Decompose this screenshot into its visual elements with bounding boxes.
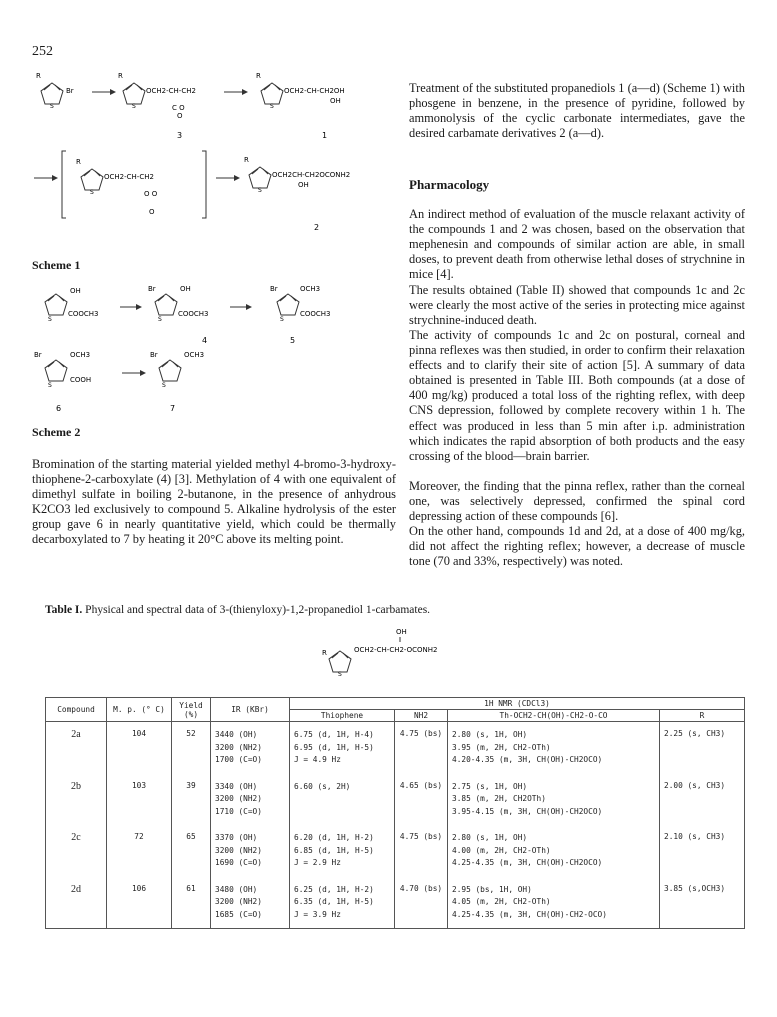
cell-r: 3.85 (s,OCH3): [660, 877, 745, 929]
scheme-2-figure: [32, 283, 397, 448]
svg-text:6: 6: [56, 404, 62, 413]
svg-text:OCH3: OCH3: [70, 351, 91, 359]
header-nmr: 1H NMR (CDCl3): [290, 698, 745, 710]
svg-text:S: S: [48, 382, 52, 389]
table-caption-text: Physical and spectral data of 3-(thienyloxy)-1,2-propanediol 1-carbamates.: [85, 604, 431, 616]
cell-chain: 2.75 (s, 1H, OH) 3.85 (m, 2H, CH2OTh) 3.95-4.15 (m, 3H, CH(OH)-CH2OCO): [448, 774, 660, 826]
s1-num2: 2: [314, 223, 320, 232]
cell-chain: 2.80 (s, 1H, OH) 4.00 (m, 2H, CH2-OTh) 4.25-4.35 (m, 3H, CH(OH)-CH2OCO): [448, 825, 660, 877]
cell-ir: 3440 (OH) 3200 (NH2) 1700 (C=O): [211, 722, 290, 774]
scheme-1-drawing: [32, 68, 397, 258]
s1-br: Br: [66, 87, 74, 95]
cell-nh2: 4.75 (bs): [395, 722, 448, 774]
cell-yield: 65: [172, 825, 211, 877]
cell-thiophene: 6.20 (d, 1H, H-2) 6.85 (d, 1H, H-5) J = 2.9 Hz: [290, 825, 395, 877]
cell-nh2: 4.75 (bs): [395, 825, 448, 877]
cell-mp: 106: [107, 877, 172, 929]
svg-text:OCH3: OCH3: [300, 285, 321, 293]
scheme-1-figure: [32, 68, 397, 258]
svg-text:Br: Br: [148, 285, 156, 293]
table-row: [46, 877, 745, 929]
right-paragraph-3: The results obtained (Table II) showed that compounds 1c and 2c were clearly the most active of the series in protecting mice against strychnine-induced death.: [409, 283, 745, 328]
cell-ir: 3480 (OH) 3200 (NH2) 1685 (C=O): [211, 877, 290, 929]
svg-text:S: S: [162, 382, 166, 389]
cell-yield: 61: [172, 877, 211, 929]
scheme-2-caption: Scheme 2: [32, 425, 81, 439]
cell-nh2: 4.65 (bs): [395, 774, 448, 826]
svg-text:S: S: [258, 187, 262, 194]
table-caption-label: Table I.: [45, 604, 83, 616]
s1-sub4: OCH2-CH-CH2: [104, 173, 154, 181]
svg-text:O: O: [177, 112, 183, 120]
cell-r: 2.10 (s, CH3): [660, 825, 745, 877]
right-paragraph-2: An indirect method of evaluation of the muscle relaxant activity of the compounds 1 and 2 was chosen, based on the observation that mephenesin and compounds of similar action are able, in small doses, to prevent death from otherwise lethal doses of strychnine in mice [4].: [409, 207, 745, 282]
cell-r: 2.00 (s, CH3): [660, 774, 745, 826]
svg-text:Br: Br: [34, 351, 42, 359]
cell-yield: 39: [172, 774, 211, 826]
header-ir: IR (KBr): [211, 698, 290, 722]
s1-r1: R: [36, 72, 41, 80]
svg-text:5: 5: [290, 336, 296, 345]
svg-text:OCH3: OCH3: [184, 351, 205, 359]
svg-text:S: S: [48, 316, 52, 323]
s1-num3: 3: [177, 131, 183, 140]
header-thiophene: Thiophene: [290, 710, 395, 722]
table-row: [46, 722, 745, 774]
svg-text:S: S: [270, 103, 274, 110]
svg-text:COOH: COOH: [70, 376, 92, 384]
cell-compound: 2d: [46, 877, 107, 929]
svg-text:OH: OH: [298, 181, 309, 189]
svg-text:O: O: [149, 208, 155, 216]
svg-text:Br: Br: [270, 285, 278, 293]
cell-mp: 103: [107, 774, 172, 826]
svg-text:S: S: [280, 316, 284, 323]
cell-ir: 3370 (OH) 3200 (NH2) 1690 (C=O): [211, 825, 290, 877]
svg-text:R: R: [244, 156, 249, 164]
table-row: [46, 774, 745, 826]
cell-chain: 2.80 (s, 1H, OH) 3.95 (m, 2H, CH2-OTh) 4.20-4.35 (m, 3H, CH(OH)-CH2OCO): [448, 722, 660, 774]
left-paragraph: Bromination of the starting material yielded methyl 4-bromo-3-hydroxy-thiophene-2-carboxylate (4) [3]. Methylation of 4 with one equivalent of dimethyl sulfate in boiling 2-butanone, in the presence of anhydrous K2CO3 led exclusively to compound 5. Alkaline hydrolysis of the ester group gave 6 in nearly quantitative yield, which could be thermally decarboxylated to 7 by heating it 20°C above its melting point.: [32, 457, 396, 547]
cell-thiophene: 6.75 (d, 1H, H-4) 6.95 (d, 1H, H-5) J = 4.9 Hz: [290, 722, 395, 774]
svg-text:OH: OH: [330, 97, 341, 105]
svg-text:COOCH3: COOCH3: [300, 310, 331, 318]
svg-text:S: S: [338, 671, 342, 678]
svg-text:7: 7: [170, 404, 176, 413]
cell-compound: 2a: [46, 722, 107, 774]
svg-text:Br: Br: [150, 351, 158, 359]
header-r: R: [660, 710, 745, 722]
s1-sub5: OCH2CH-CH2OCONH2: [272, 171, 351, 179]
scheme-2-drawing: [32, 283, 397, 448]
svg-text:OH: OH: [180, 285, 191, 293]
svg-text:O O: O O: [144, 190, 158, 198]
svg-text:OCH2-CH-CH2-OCONH2: OCH2-CH-CH2-OCONH2: [354, 646, 438, 654]
svg-text:COOCH3: COOCH3: [68, 310, 99, 318]
s1-sub2: OCH2-CH-CH2: [146, 87, 196, 95]
s1-num1: 1: [322, 131, 328, 140]
cell-mp: 104: [107, 722, 172, 774]
header-mp: M. p. (° C): [107, 698, 172, 722]
header-compound: Compound: [46, 698, 107, 722]
svg-text:4: 4: [202, 336, 208, 345]
cell-ir: 3340 (OH) 3200 (NH2) 1710 (C=O): [211, 774, 290, 826]
table-row: [46, 825, 745, 877]
pharmacology-heading: Pharmacology: [409, 177, 490, 192]
scheme-1-caption: Scheme 1: [32, 258, 81, 272]
svg-text:C O: C O: [172, 104, 185, 112]
cell-mp: 72: [107, 825, 172, 877]
cell-compound: 2c: [46, 825, 107, 877]
cell-thiophene: 6.60 (s, 2H): [290, 774, 395, 826]
svg-text:COOCH3: COOCH3: [178, 310, 209, 318]
svg-text:R: R: [76, 158, 81, 166]
right-paragraph-6: On the other hand, compounds 1d and 2d, at a dose of 400 mg/kg, did not affect the righting reflex; however, a decrease of muscle tone (70 and 33%, respectively) was noted.: [409, 524, 745, 569]
table-caption: [45, 604, 430, 616]
svg-text:R: R: [256, 72, 261, 80]
cell-nh2: 4.70 (bs): [395, 877, 448, 929]
header-nh2: NH2: [395, 710, 448, 722]
svg-text:OH: OH: [396, 628, 407, 636]
cell-chain: 2.95 (bs, 1H, OH) 4.05 (m, 2H, CH2-OTh) 4.25-4.35 (m, 3H, CH(OH)-CH2-OCO): [448, 877, 660, 929]
right-paragraph-4: The activity of compounds 1c and 2c on postural, corneal and pinna reflexes was then studied, in order to confirm their relaxation effects and to clarify their site of action [5]. A summary of data obtained is presented in Table III. Both compounds (at a dose of 400 mg/kg) produced a total loss of the righting reflex, with deep CNS depression, followed by complete recovery within 1 h. The effect was produced in less than 5 min after i.p. administration which indicates the rapid absorption of both products and the easy crossing of the blood—brain barrier.: [409, 328, 745, 463]
svg-text:S: S: [132, 103, 136, 110]
cell-thiophene: 6.25 (d, 1H, H-2) 6.35 (d, 1H, H-5) J = 3.9 Hz: [290, 877, 395, 929]
data-table: [45, 697, 745, 929]
page-number: 252: [32, 44, 53, 59]
right-paragraph-1: Treatment of the substituted propanediols 1 (a—d) (Scheme 1) with phosgene in benzene, in the presence of pyridine, followed by ammonolysis of the cyclic carbonate intermediates, gave the desired carbamate derivatives 2 (a—d).: [409, 81, 745, 141]
svg-text:OH: OH: [70, 287, 81, 295]
svg-text:R: R: [118, 72, 123, 80]
right-paragraph-5: Moreover, the finding that the pinna reflex, rather than the corneal one, was selectively depressed, confirmed the spinal cord depressing action of these compounds [6].: [409, 479, 745, 524]
s1-sub3: OCH2-CH-CH2OH: [284, 87, 345, 95]
svg-text:S: S: [158, 316, 162, 323]
svg-text:S: S: [50, 103, 54, 110]
header-chain: Th-OCH2-CH(OH)-CH2-O-CO: [448, 710, 660, 722]
cell-yield: 52: [172, 722, 211, 774]
cell-r: 2.25 (s, CH3): [660, 722, 745, 774]
header-yield: Yield (%): [172, 698, 211, 722]
svg-text:S: S: [90, 189, 94, 196]
cell-compound: 2b: [46, 774, 107, 826]
table-structure: [318, 628, 478, 688]
svg-text:R: R: [322, 649, 327, 657]
